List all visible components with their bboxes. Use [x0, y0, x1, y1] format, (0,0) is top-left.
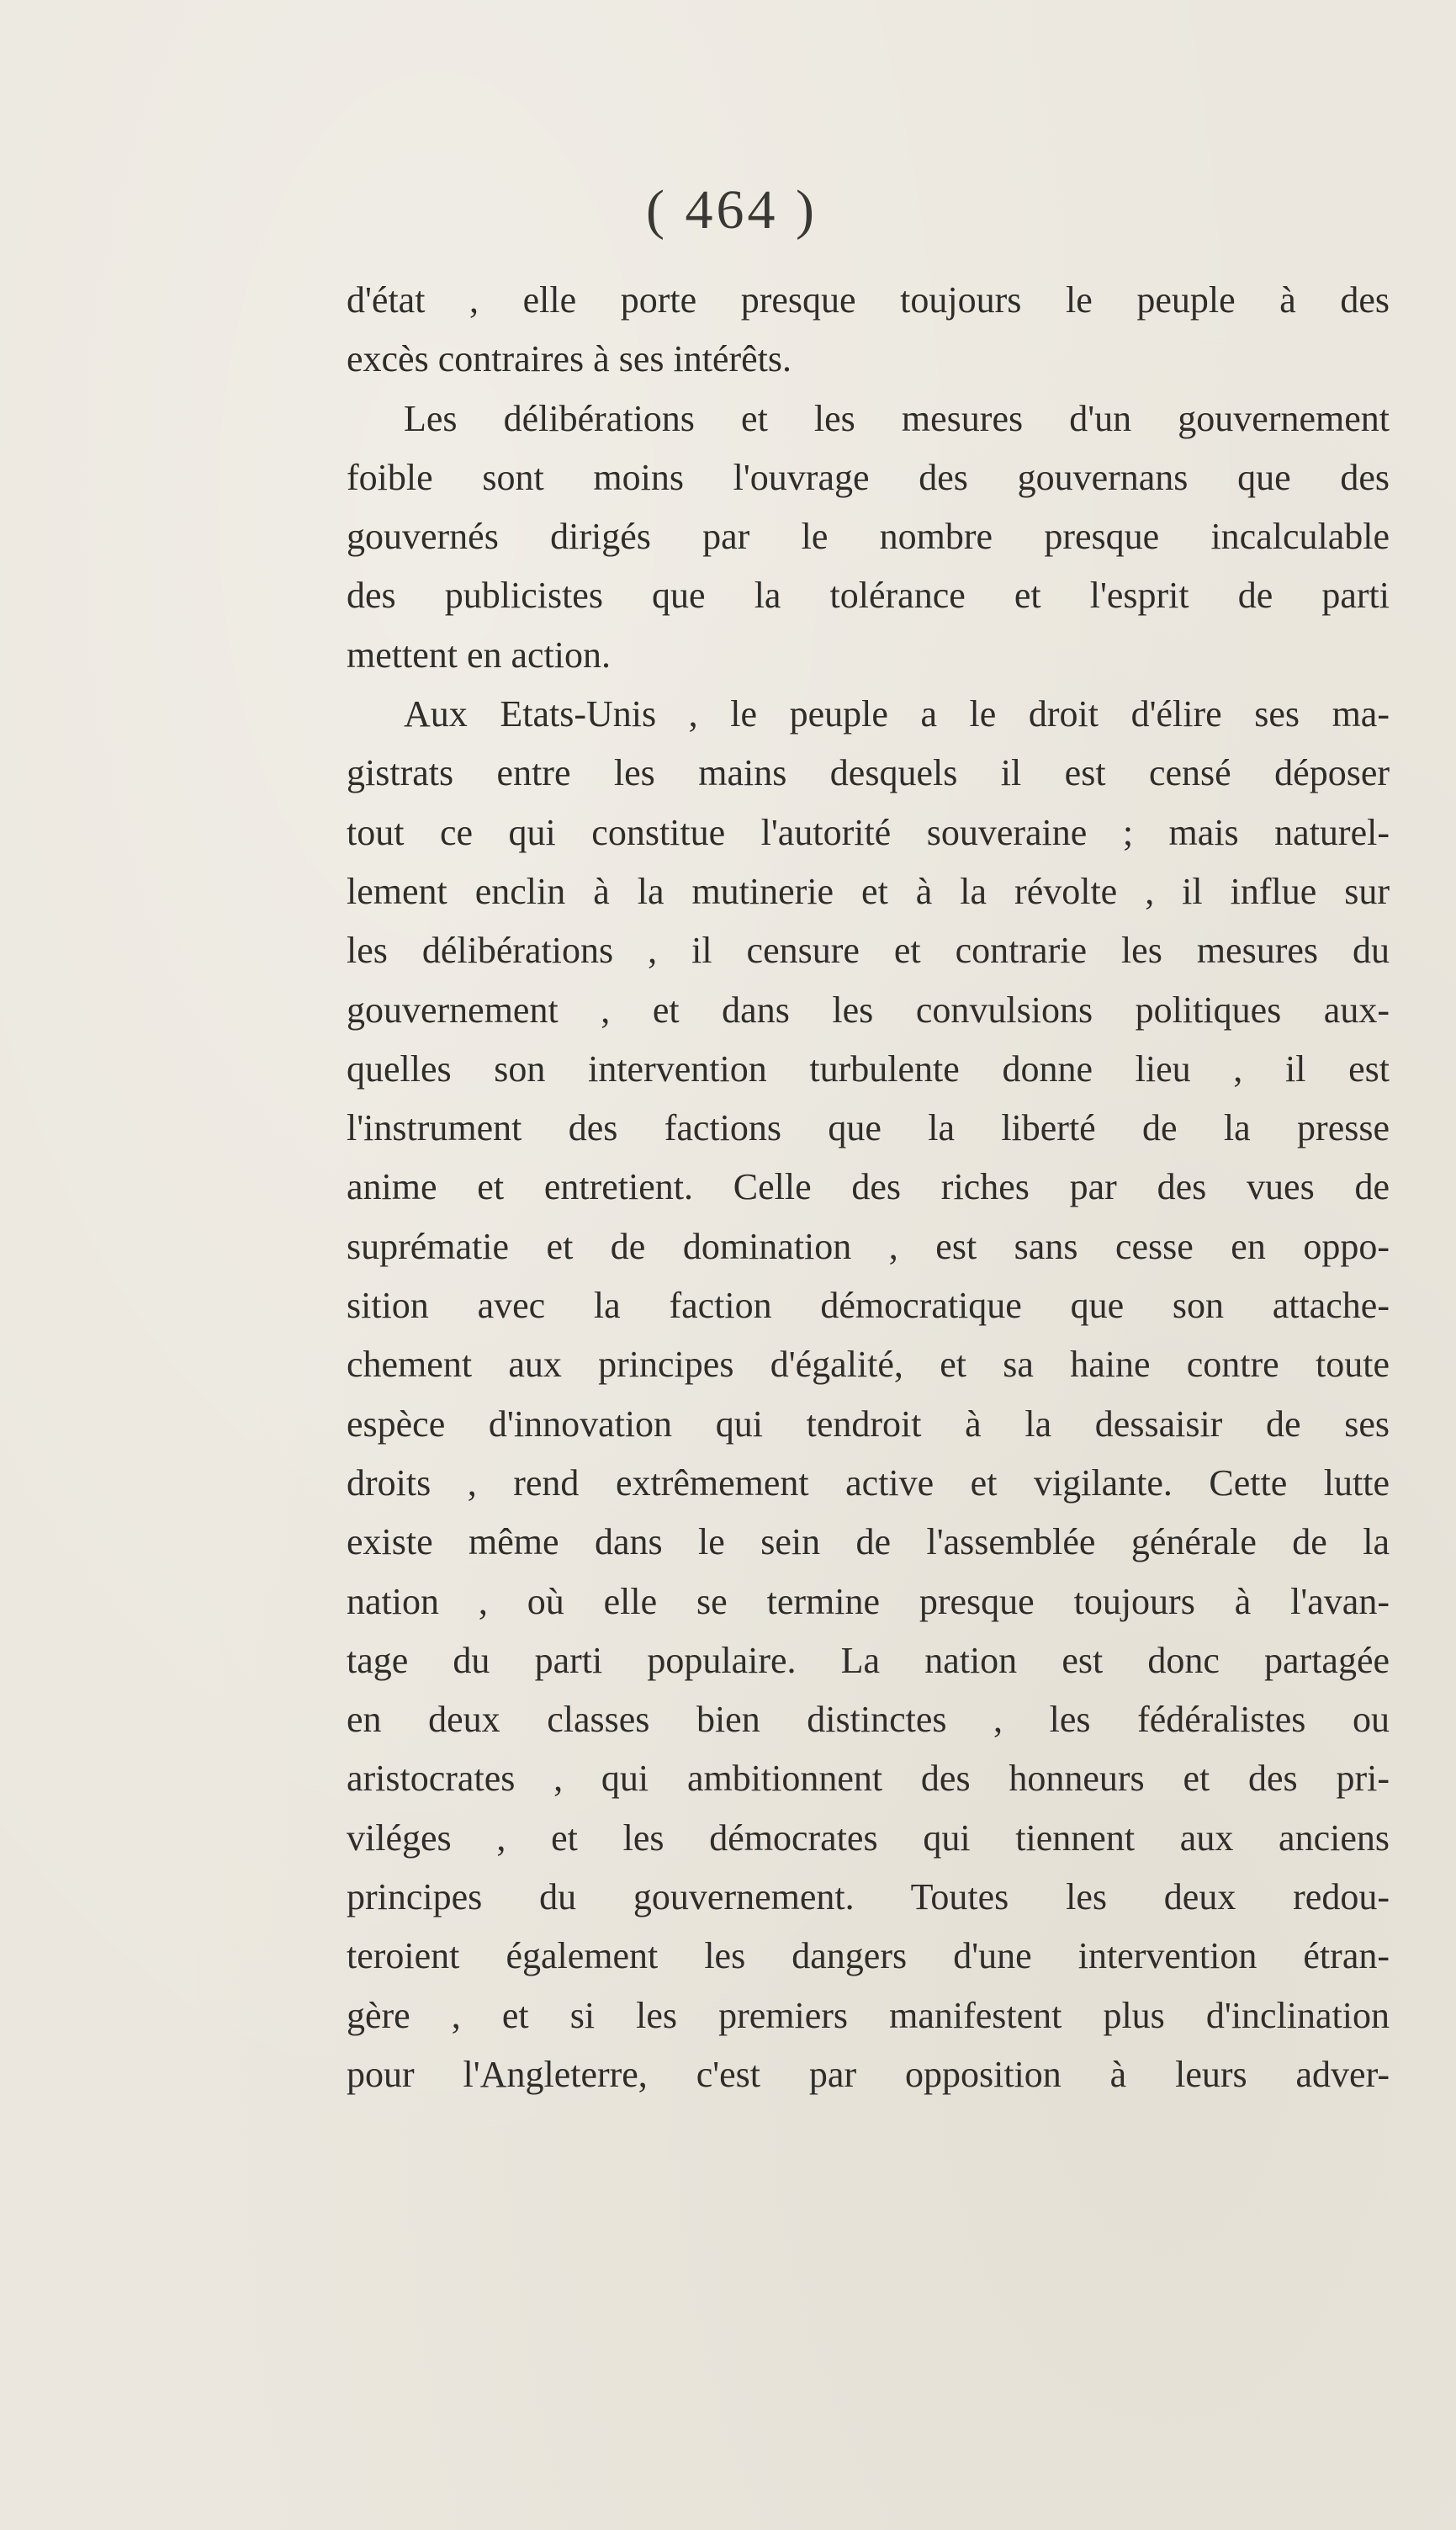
- text-line: existe même dans le sein de l'assemblée générale de la: [347, 1521, 1390, 1563]
- text-line: suprématie et de domination , est sans cesse en oppo-: [347, 1225, 1390, 1267]
- text-line: nation , où elle se termine presque toujours à l'avan-: [347, 1580, 1390, 1622]
- text-line: quelles son intervention turbulente donne lieu , il est: [347, 1048, 1390, 1090]
- text-line: lement enclin à la mutinerie et à la révolte , il influe sur: [347, 870, 1390, 912]
- paragraph-3: [347, 685, 1390, 2104]
- text-line: principes du gouvernement. Toutes les deux redou-: [347, 1876, 1390, 1918]
- text-line: gouvernés dirigés par le nombre presque incalculable: [347, 516, 1390, 558]
- text-line: gistrats entre les mains desquels il est censé déposer: [347, 752, 1390, 794]
- text-line: espèce d'innovation qui tendroit à la dessaisir de ses: [347, 1403, 1390, 1445]
- text-line: teroient également les dangers d'une intervention étran-: [347, 1935, 1390, 1977]
- text-line: Aux Etats-Unis , le peuple a le droit d'élire ses ma-: [404, 693, 1390, 735]
- text-line: les délibérations , il censure et contrarie les mesures du: [347, 930, 1390, 972]
- paragraph-2: [347, 390, 1390, 685]
- text-line: l'instrument des factions que la liberté de la presse: [347, 1107, 1390, 1149]
- text-line: gère , et si les premiers manifestent plus d'inclination: [347, 1994, 1390, 2036]
- text-line: en deux classes bien distinctes , les fédéralistes ou: [347, 1699, 1390, 1741]
- text-line: tout ce qui constitue l'autorité souveraine ; mais naturel-: [347, 811, 1390, 853]
- text-line: foible sont moins l'ouvrage des gouvernans que des: [347, 456, 1390, 498]
- text-line: d'état , elle porte presque toujours le peuple à des: [347, 279, 1390, 321]
- text-line: chement aux principes d'égalité, et sa haine contre toute: [347, 1344, 1390, 1386]
- body-text: [347, 271, 1390, 2104]
- text-line: viléges , et les démocrates qui tiennent aux anciens: [347, 1817, 1390, 1859]
- text-line: anime et entretient. Celle des riches par des vues de: [347, 1166, 1390, 1208]
- text-line: droits , rend extrêmement active et vigilante. Cette lutte: [347, 1461, 1390, 1504]
- text-line: sition avec la faction démocratique que son attache-: [347, 1285, 1390, 1327]
- text-line: excès contraires à ses intérêts.: [347, 338, 792, 380]
- text-line: Les délibérations et les mesures d'un gouvernement: [404, 397, 1390, 439]
- text-line: mettent en action.: [347, 634, 611, 676]
- paragraph-1: [347, 271, 1390, 390]
- text-line: gouvernement , et dans les convulsions politiques aux-: [347, 989, 1390, 1031]
- text-line: pour l'Angleterre, c'est par opposition à leurs adver-: [347, 2053, 1390, 2095]
- text-line: aristocrates , qui ambitionnent des honneurs et des pri-: [347, 1758, 1390, 1800]
- page-number: ( 464 ): [646, 179, 818, 241]
- text-line: des publicistes que la tolérance et l'esprit de parti: [347, 575, 1390, 617]
- text-line: tage du parti populaire. La nation est donc partagée: [347, 1639, 1390, 1681]
